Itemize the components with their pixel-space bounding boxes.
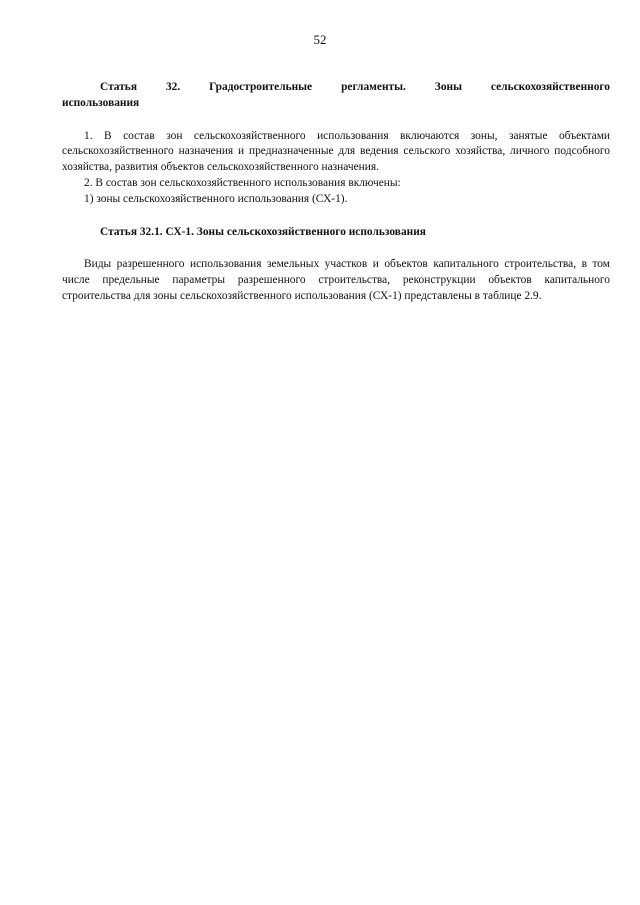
article-32-paragraph-2: 2. В состав зон сельскохозяйственного использования включены: (84, 176, 401, 189)
article-32-1-paragraph-1: Виды разрешенного использования земельных участков и объектов капитального строительства, в том числе предельные параметры разрешенного строительства, реконструкции объектов капитального строительства для зоны сельскохозяйственного использования (СХ-1) представлены в таблице 2.9. (62, 258, 610, 302)
article-32-heading: Статья 32. Градостроительные регламенты. Зоны сельскохозяйственного использования (62, 81, 610, 109)
article-32-1-heading: Статья 32.1. СХ-1. Зоны сельскохозяйственного использования (100, 225, 426, 238)
page-number: 52 (313, 32, 327, 47)
article-32-paragraph-3: 1) зоны сельскохозяйственного использования (СХ-1). (84, 192, 348, 205)
article-32-paragraph-1: 1. В состав зон сельскохозяйственного использования включаются зоны, занятые объектами сельскохозяйственного назначения и предназначенные для ведения сельского хозяйства, личного подсобного хозяйства, развития объектов сельскохозяйственного назначения. (62, 129, 610, 174)
document-body (62, 80, 610, 305)
